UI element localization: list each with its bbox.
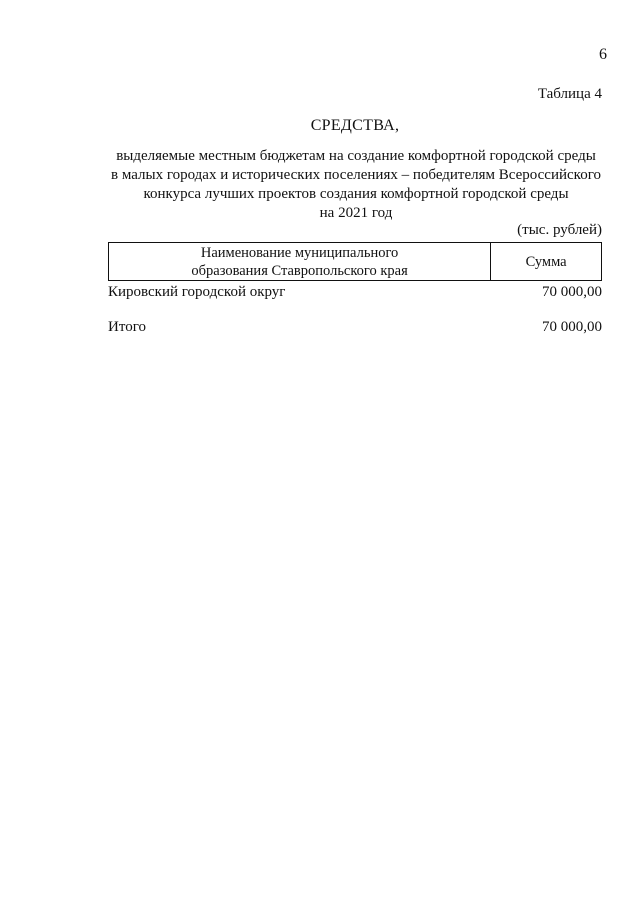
row-municipality: Кировский городской округ	[108, 284, 286, 300]
units-label: (тыс. рублей)	[517, 222, 602, 238]
table-label: Таблица 4	[537, 86, 602, 102]
header-municipality-line2: образования Ставропольского края	[191, 262, 408, 279]
page-number: 6	[599, 46, 607, 63]
row-sum: 70 000,00	[542, 284, 602, 300]
document-subtitle	[100, 147, 612, 223]
header-sum: Сумма	[491, 243, 602, 281]
document-title: СРЕДСТВА,	[310, 117, 400, 134]
header-municipality-line1: Наименование муниципального	[200, 244, 399, 261]
table-row	[108, 284, 602, 304]
total-sum: 70 000,00	[542, 319, 602, 335]
total-label: Итого	[108, 319, 146, 335]
header-municipality	[109, 243, 491, 281]
table-header-row	[109, 243, 602, 281]
funding-table-header	[108, 242, 602, 281]
subtitle-line: на 2021 год	[319, 205, 393, 221]
subtitle-line: конкурса лучших проектов создания комфортной городской среды	[143, 186, 569, 202]
subtitle-line: в малых городах и исторических поселениях – победителям Всероссийского	[111, 167, 601, 183]
subtitle-line: выделяемые местным бюджетам на создание комфортной городской среды	[116, 148, 596, 164]
total-row	[108, 319, 602, 339]
